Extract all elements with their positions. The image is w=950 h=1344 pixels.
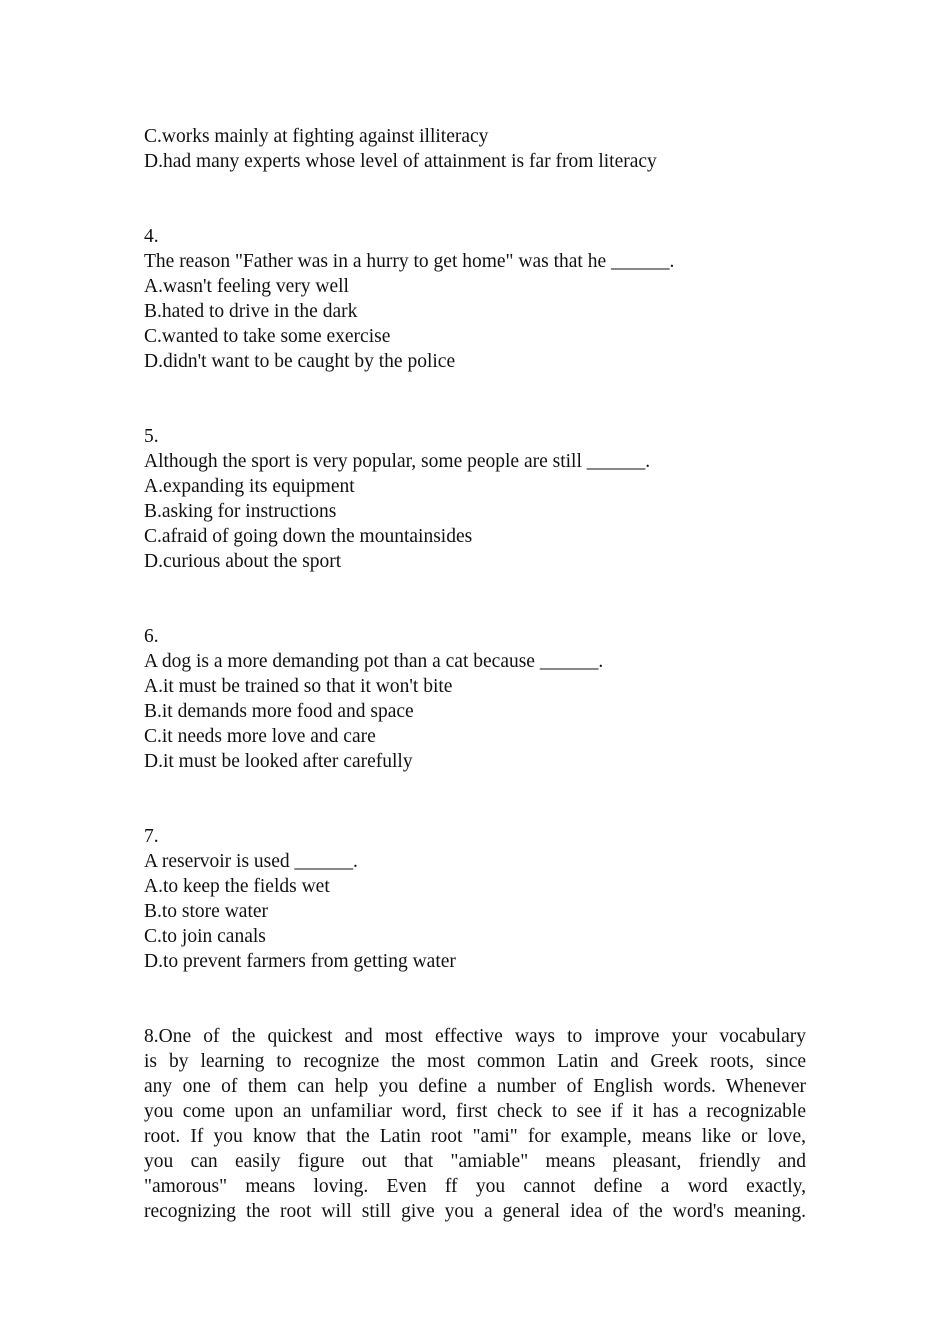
option-a: A.expanding its equipment [144, 476, 355, 497]
question-stem: Although the sport is very popular, some people are still ______. [144, 451, 651, 472]
option-c: C.it needs more love and care [144, 726, 376, 747]
option-d: D.it must be looked after carefully [144, 751, 413, 772]
option-b: B.it demands more food and space [144, 701, 414, 722]
option-a: A.it must be trained so that it won't bite [144, 676, 453, 697]
option-d: D.curious about the sport [144, 551, 342, 572]
passage-question-8 [144, 1024, 806, 1224]
passage-line: root. If you know that the Latin root "ami" for example, means like or love, [144, 1126, 806, 1147]
option-b: B.hated to drive in the dark [144, 301, 358, 322]
spacer [144, 774, 806, 824]
option-d: D.didn't want to be caught by the police [144, 351, 456, 372]
option-c: C.afraid of going down the mountainsides [144, 526, 473, 547]
passage-line: you can easily figure out that "amiable" means pleasant, friendly and [144, 1151, 806, 1172]
option-b: B.to store water [144, 901, 269, 922]
option-3d: D.had many experts whose level of attainment is far from literacy [144, 151, 657, 172]
passage-line: you come upon an unfamiliar word, first check to see if it has a recognizable [144, 1101, 806, 1122]
option-d: D.to prevent farmers from getting water [144, 951, 456, 972]
spacer [144, 974, 806, 1024]
option-b: B.asking for instructions [144, 501, 337, 522]
question-stem: The reason "Father was in a hurry to get home" was that he ______. [144, 251, 675, 272]
passage-line: 8.One of the quickest and most effective ways to improve your vocabulary [144, 1026, 806, 1047]
question-7 [144, 824, 806, 974]
question-stem: A reservoir is used ______. [144, 851, 358, 872]
option-c: C.wanted to take some exercise [144, 326, 391, 347]
question-number: 7. [144, 826, 159, 847]
passage-line: is by learning to recognize the most common Latin and Greek roots, since [144, 1051, 806, 1072]
question-stem: A dog is a more demanding pot than a cat because ______. [144, 651, 604, 672]
question-6 [144, 624, 806, 774]
option-3c: C.works mainly at fighting against illiteracy [144, 126, 489, 147]
question-number: 4. [144, 226, 159, 247]
option-a: A.to keep the fields wet [144, 876, 330, 897]
question-number: 5. [144, 426, 159, 447]
question-number: 6. [144, 626, 159, 647]
spacer [144, 174, 806, 224]
passage-line: recognizing the root will still give you a general idea of the word's meaning. [144, 1201, 806, 1222]
passage-line: any one of them can help you define a number of English words. Whenever [144, 1076, 806, 1097]
document-page [144, 124, 806, 1224]
spacer [144, 374, 806, 424]
option-c: C.to join canals [144, 926, 266, 947]
passage-line: "amorous" means loving. Even ff you cannot define a word exactly, [144, 1176, 806, 1197]
question-5 [144, 424, 806, 574]
spacer [144, 574, 806, 624]
option-a: A.wasn't feeling very well [144, 276, 349, 297]
question-4 [144, 224, 806, 374]
